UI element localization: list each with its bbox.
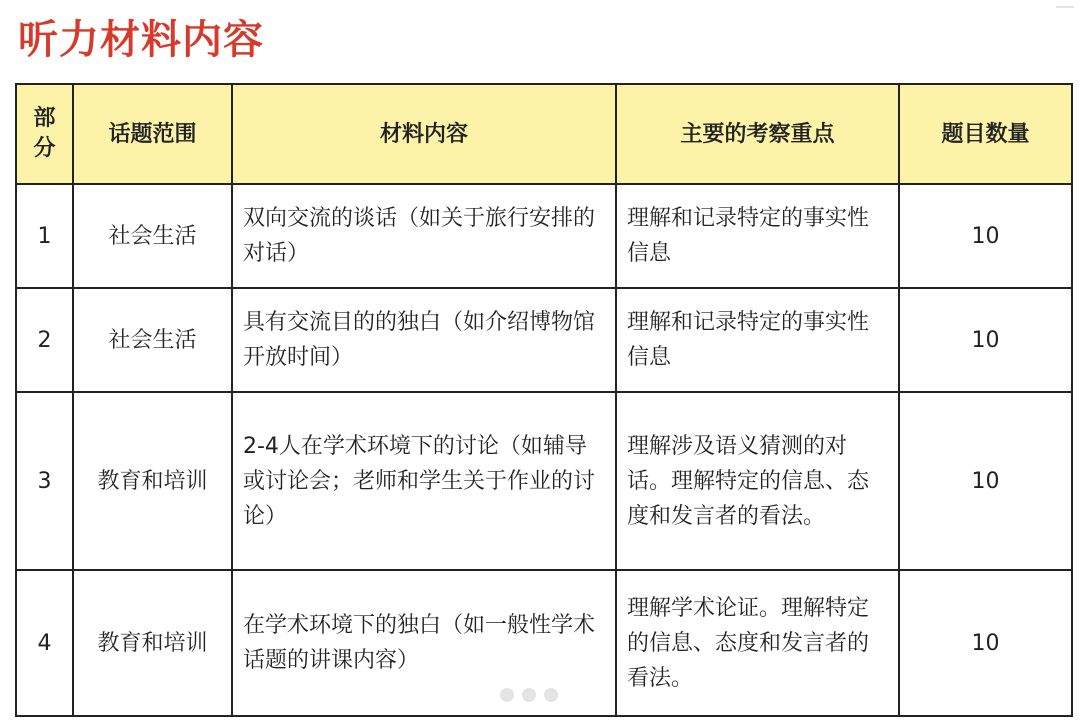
cell-focus: 理解涉及语义猜测的对话。理解特定的信息、态度和发言者的看法。: [616, 392, 899, 570]
cell-focus: 理解和记录特定的事实性信息: [616, 288, 899, 392]
cell-count: 10: [899, 392, 1072, 570]
cell-count: 10: [899, 288, 1072, 392]
header-part-label: 部 分: [33, 106, 56, 161]
listening-content-table: [15, 83, 1073, 717]
page-title: 听力材料内容: [18, 17, 264, 63]
cell-content: 具有交流目的的独白（如介绍博物馆开放时间）: [232, 288, 616, 392]
cell-part: 1: [16, 184, 73, 288]
cell-count: 10: [899, 570, 1072, 716]
header-topic: 话题范围: [73, 84, 232, 184]
header-content: 材料内容: [232, 84, 616, 184]
cell-topic: 社会生活: [73, 184, 232, 288]
cell-part: 3: [16, 392, 73, 570]
cell-topic: 社会生活: [73, 288, 232, 392]
listening-content-table-wrapper: [15, 83, 1073, 717]
table-row: [16, 184, 1072, 288]
cell-focus: 理解和记录特定的事实性信息: [616, 184, 899, 288]
cell-content: 双向交流的谈话（如关于旅行安排的对话）: [232, 184, 616, 288]
header-part: [16, 84, 73, 184]
header-focus: 主要的考察重点: [616, 84, 899, 184]
watermark-dots: [500, 688, 558, 702]
watermark-dot: [544, 688, 558, 702]
cell-count: 10: [899, 184, 1072, 288]
cell-focus: 理解学术论证。理解特定的信息、态度和发言者的看法。: [616, 570, 899, 716]
corner-mark: [1056, 0, 1074, 8]
table-row: [16, 288, 1072, 392]
cell-content: 2-4人在学术环境下的讨论（如辅导或讨论会；老师和学生关于作业的讨论）: [232, 392, 616, 570]
cell-topic: 教育和培训: [73, 392, 232, 570]
table-header-row: [16, 84, 1072, 184]
cell-part: 4: [16, 570, 73, 716]
cell-content: 在学术环境下的独白（如一般性学术话题的讲课内容）: [232, 570, 616, 716]
cell-topic: 教育和培训: [73, 570, 232, 716]
watermark-dot: [522, 688, 536, 702]
watermark-dot: [500, 688, 514, 702]
table-row: [16, 392, 1072, 570]
cell-part: 2: [16, 288, 73, 392]
header-count: 题目数量: [899, 84, 1072, 184]
